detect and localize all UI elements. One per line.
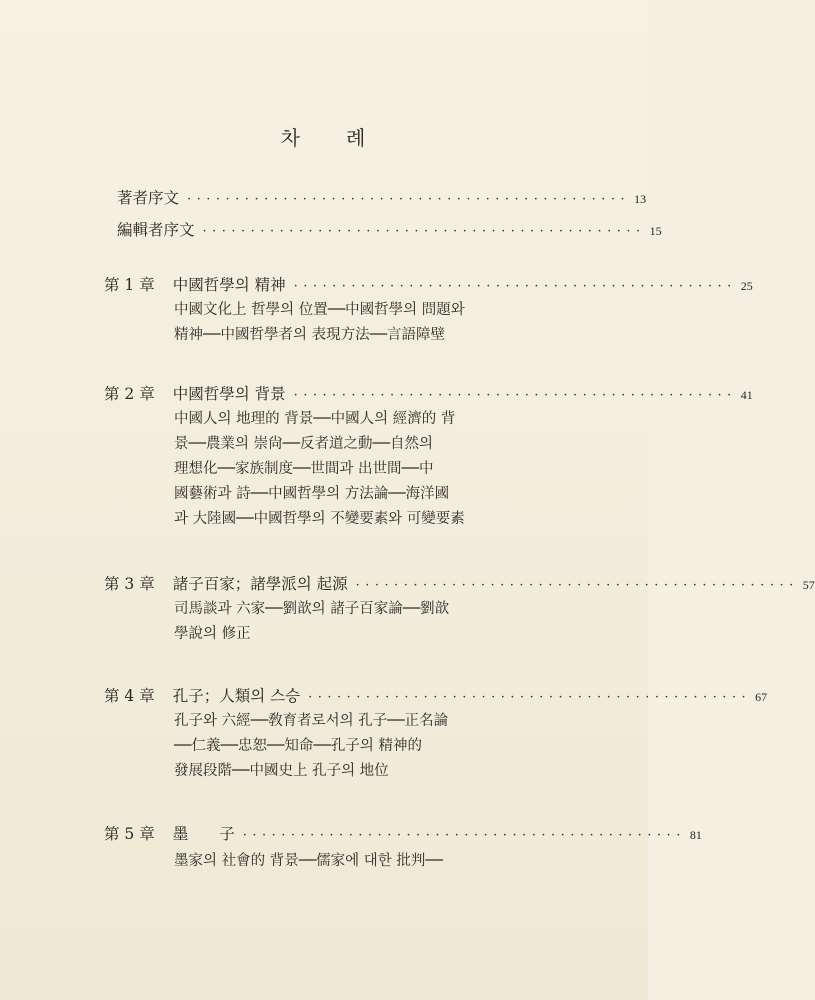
toc-entry-label: 著者序文 <box>117 189 180 207</box>
summary-line: 景──農業의 崇尙──反者道之動──自然의 <box>174 436 434 452</box>
chapter-title: 中國哲學의 背景 <box>172 385 286 403</box>
leader-dots: ·············································· <box>308 690 752 705</box>
summary-line: 孔子와 六經──敎育者로서의 孔子──正名論 <box>174 713 449 729</box>
chapter-number: 第 5 章 <box>104 825 155 843</box>
summary-line: 理想化──家族制度──世間과 出世間──中 <box>174 461 434 477</box>
leader-dots: ·············································· <box>187 192 631 207</box>
leader-dots: ·············································· <box>293 388 737 403</box>
summary-line: 과 大陸國──中國哲學의 不變要素와 可變要素 <box>174 511 465 527</box>
chapter-number: 第 1 章 <box>104 276 155 294</box>
leader-dots: ·············································· <box>293 279 737 294</box>
chapter-2-summary <box>174 407 465 532</box>
chapter-number: 第 3 章 <box>104 575 155 593</box>
toc-entry-chapter-2[interactable] <box>104 382 753 404</box>
summary-line: 中國人의 地理的 背景──中國人의 經濟的 背 <box>174 411 456 427</box>
chapter-4-summary <box>174 709 448 784</box>
toc-page-number: 13 <box>634 192 647 206</box>
chapter-title: 孔子；人類의 스승 <box>172 687 301 705</box>
toc-page-number: 67 <box>755 690 768 704</box>
leader-dots: ·············································· <box>355 578 799 593</box>
toc-entry-editors-preface[interactable] <box>117 218 662 240</box>
summary-line: 國藝術과 詩──中國哲學의 方法論──海洋國 <box>174 486 450 502</box>
leader-dots: ·············································· <box>202 224 646 239</box>
toc-page-number: 25 <box>740 279 753 293</box>
toc-entry-chapter-4[interactable] <box>104 684 768 706</box>
summary-line: 中國文化上 哲學의 位置──中國哲學의 問題와 <box>174 302 465 318</box>
toc-entry-chapter-3[interactable] <box>104 572 815 594</box>
toc-page-number: 81 <box>689 828 702 842</box>
chapter-title: 中國哲學의 精神 <box>172 276 286 294</box>
chapter-number: 第 2 章 <box>104 385 155 403</box>
summary-line: 司馬談과 六家──劉歆의 諸子百家論──劉歆 <box>174 601 450 617</box>
leader-dots: ·············································· <box>242 828 686 843</box>
summary-line: ──仁義──忠恕──知命──孔子의 精神的 <box>174 738 422 754</box>
chapter-number: 第 4 章 <box>104 687 155 705</box>
toc-entry-chapter-1[interactable] <box>104 273 753 295</box>
chapter-1-summary <box>174 298 465 348</box>
summary-line: 墨家의 社會的 背景──儒家에 대한 批判── <box>174 853 443 869</box>
toc-page-number: 15 <box>649 224 662 238</box>
chapter-title: 諸子百家；諸學派의 起源 <box>172 575 348 593</box>
summary-line: 發展段階──中國史上 孔子의 地位 <box>174 763 389 779</box>
toc-entry-chapter-5[interactable] <box>104 822 702 844</box>
chapter-5-summary <box>174 849 443 874</box>
toc-entry-authors-preface[interactable] <box>117 186 647 208</box>
summary-line: 學說의 修正 <box>174 626 251 642</box>
toc-title: 차 례 <box>280 126 368 150</box>
toc-page-number: 41 <box>740 388 753 402</box>
chapter-title: 墨 子 <box>172 825 235 843</box>
chapter-3-summary <box>174 597 449 647</box>
toc-entry-label: 編輯者序文 <box>117 221 195 239</box>
toc-page-number: 57 <box>802 578 815 592</box>
summary-line: 精神──中國哲學者의 表現方法──言語障壁 <box>174 327 446 343</box>
